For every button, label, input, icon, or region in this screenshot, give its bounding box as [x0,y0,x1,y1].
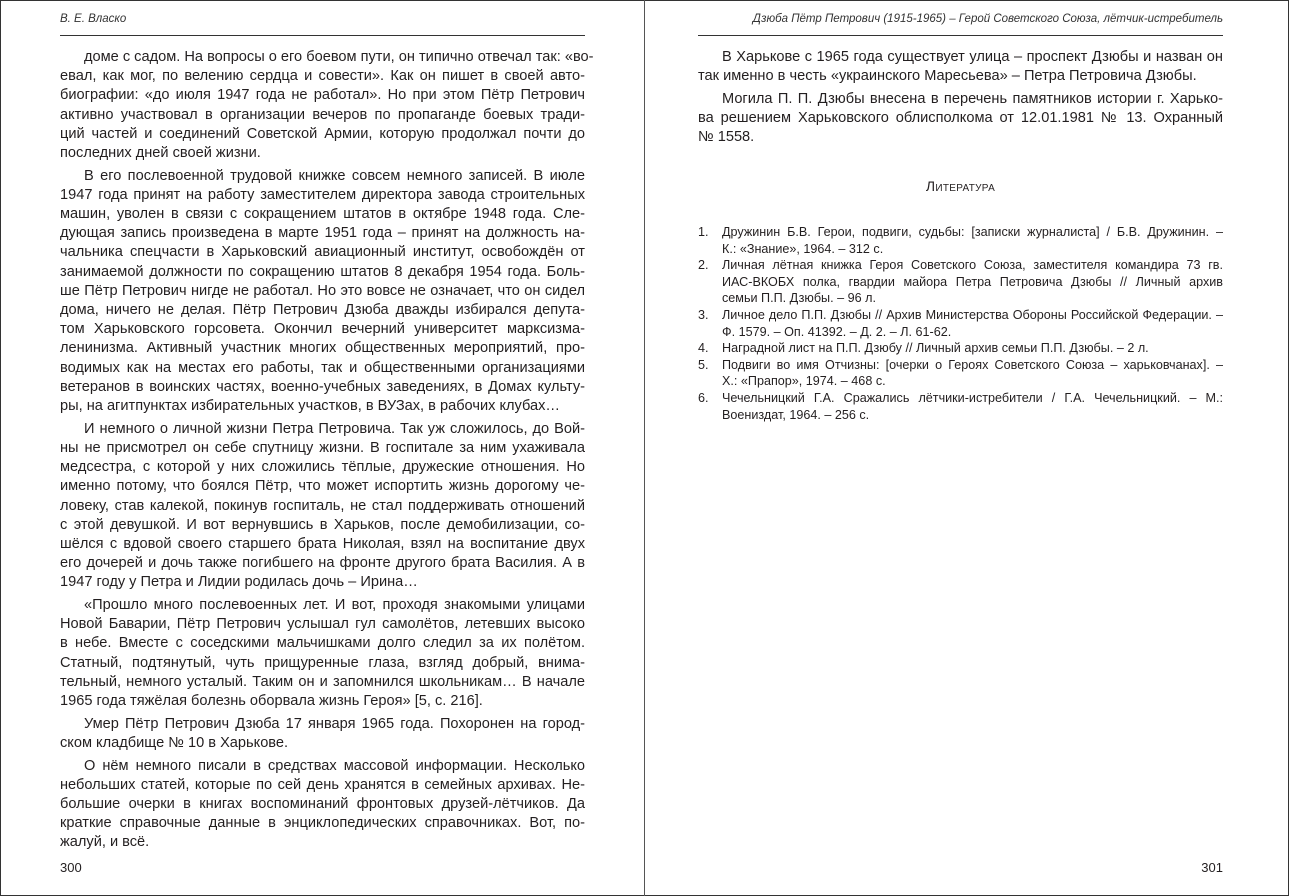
reference-line: Подвиги во имя Отчизны: [очерки о Героях Советского Союза – харьковчанах]. – [722,357,1223,372]
text-line: В его послевоенной трудовой книжке совсем немного записей. В июле [84,167,585,184]
reference-line: семьи П.П. Дзюбы. – 96 л. [722,291,876,306]
paragraph [60,596,585,711]
text-line: шёлся с вдовой своего старшего брата Николая, взял на воспитание двух [60,535,585,552]
text-line: Статный, подтянутый, чуть прищуренные глаза, взгляд добрый, внима- [60,654,585,671]
reference-number: 4. [698,341,709,356]
reference-item [698,340,1223,357]
text-line: с этой девушкой. И вот вернувшись в Харьков, после демобилизации, со- [60,516,585,533]
literature-heading: Литература [925,178,996,194]
reference-number: 2. [698,258,709,273]
right-page [698,0,1223,896]
text-line: доме с садом. На вопросы о его боевом пути, он типично отвечал так: «во- [84,49,594,65]
reference-line: ИАС-ВКОБХ полка, гвардии майора Петра Петровича Дзюбы // Личный архив [722,274,1223,289]
page-number: 301 [1201,860,1223,875]
text-line: 1947 года принят на работу заместителем директора завода строительных [60,186,585,203]
reference-line: Ф. 1579. – Оп. 41392. – Д. 2. – Л. 61-62. [722,324,952,339]
text-line: ше Пётр Петрович нигде не работал. Но это вовсе не означает, что он сидел [60,282,585,299]
reference-line: Воениздат, 1964. – 256 с. [722,407,870,422]
reference-line: Х.: «Прапор», 1974. – 468 с. [722,374,886,389]
text-line: занимаемой должности по сокращению штатов 8 декабря 1954 года. Боль- [60,263,585,280]
reference-line: Наградной лист на П.П. Дзюбу // Личный архив семьи П.П. Дзюбы. – 2 л. [722,341,1149,356]
text-line: его дочерей и дочь также погибшего на фронте другого брата Василия. А в [60,555,585,572]
reference-line: Личная лётная книжка Героя Советского Союза, заместителя командира 73 гв. [722,258,1223,273]
text-line: жалуй, и всё. [60,834,150,851]
reference-number: 6. [698,390,709,405]
reference-item [698,224,1223,257]
page-number: 300 [60,860,82,875]
text-line: так именно в честь «украинского Маресьева» – Петра Петровича Дзюбы. [698,68,1197,85]
paragraph [698,90,1223,148]
reference-item [698,257,1223,307]
text-line: тельный, немного усталый. Таким он и запомнился школьникам… В начале [60,673,585,690]
text-line: ленинизма. Активный участник многих общественных мероприятий, про- [60,340,585,357]
running-head-title: Дзюба Пётр Петрович (1915-1965) – Герой Советского Союза, лётчик-истребитель [752,13,1223,25]
paragraph [60,48,594,163]
text-line: в небе. Вместе с соседскими мальчишками долго следил за их полётом. [60,635,585,652]
text-line: ском кладбище № 10 в Харькове. [60,734,289,751]
text-line: Могила П. П. Дзюбы внесена в перечень памятников истории г. Харько- [722,90,1223,107]
text-line: ны не присмотрел он себе спутницу жизни. В госпитале за ним ухаживала [60,439,585,456]
text-line: ва решением Харьковского облисполкома от 12.01.1981 № 13. Охранный [698,110,1223,127]
text-line: № 1558. [698,129,755,146]
running-head-author: В. Е. Власко [60,13,127,25]
reference-item [698,390,1223,423]
reference-line: К.: «Знание», 1964. – 312 с. [722,241,884,256]
text-line: биографии: «до июля 1947 года не работал». Но при этом Пётр Петрович [60,87,585,104]
text-line: 1965 года тяжёлая болезнь оборвала жизнь Героя» [5, с. 216]. [60,692,483,709]
reference-item [698,357,1223,390]
paragraph [60,757,585,853]
reference-line: Личное дело П.П. Дзюбы // Архив Министерства Обороны Российской Федерации. – [722,307,1223,322]
text-line: И немного о личной жизни Петра Петровича. Так уж сложилось, до Вой- [84,420,585,437]
paragraph [60,715,585,753]
book-spine [644,0,645,896]
text-line: дома, ничего не делая. Пётр Петрович Дзюба дважды избирался депута- [60,302,585,319]
text-line: большие очерки в книгах воспоминаний фронтовых друзей-лётчиков. Да [60,796,585,813]
text-line: именно потому, что боялся Пётр, что может испортить жизнь дорогому че- [60,478,585,495]
text-line: медсестра, с которой у них сложились тёплые, дружеские отношения. Но [60,459,585,476]
text-line: Умер Пётр Петрович Дзюба 17 января 1965 года. Похоронен на город- [84,715,585,732]
text-line: «Прошло много послевоенных лет. И вот, проходя знакомыми улицами [84,597,585,614]
paragraph [698,48,1223,86]
text-line: О нём немного писали в средствах массовой информации. Несколько [84,757,585,774]
text-line: краткие справочные данные в энциклопедических справочниках. Вот, по- [60,815,585,832]
paragraph [60,167,585,416]
right-page-body [698,48,1223,151]
text-line: 1947 году у Петра и Лидии родилась дочь – Ирина… [60,574,418,591]
text-line: том Харьковского горсовета. Окончил вечерний университет марксизма- [60,321,585,338]
text-line: ветеранов в воинских частях, военно-учебных заведениях, в Домах культу- [60,378,585,395]
text-line: ловеку, став калекой, покинув госпиталь, не стал поддерживать отношений [60,497,585,514]
text-line: активно участвовал в организации вечеров по пропаганде боевых тради- [60,106,585,123]
left-page [60,0,594,896]
text-line: водимых как на местах его работы, так и общественными организациями [60,359,585,376]
reference-line: Чечельницкий Г.А. Сражались лётчики-истребители / Г.А. Чечельницкий. – М.: [722,390,1223,405]
text-line: последних дней своей жизни. [60,144,261,161]
paragraph [60,420,585,593]
header-rule [698,35,1223,36]
header-rule [60,35,585,36]
text-line: В Харькове с 1965 года существует улица – проспект Дзюбы и назван он [722,49,1223,65]
text-line: Новой Баварии, Пётр Петрович услышал гул самолётов, летевших высоко [60,616,585,633]
text-line: дующая запись произведена в марте 1951 года – принят на должность на- [60,225,585,242]
reference-item [698,307,1223,340]
text-line: ры, на агитпунктах избирательных участков, в ВУЗах, в рабочих клубах… [60,397,561,414]
text-line: евал, как мог, по велению сердца и совести». Как он пишет в своей авто- [60,68,585,85]
text-line: машин, уволен в связи с сокращением штатов в октябре 1948 года. Сле- [60,206,585,223]
reference-number: 1. [698,225,709,239]
text-line: чальника спецчасти в Харьковский авиационный институт, освобождён от [60,244,585,261]
reference-number: 3. [698,307,709,322]
reference-line: Дружинин Б.В. Герои, подвиги, судьбы: [записки журналиста] / Б.В. Дружинин. – [722,225,1223,239]
reference-number: 5. [698,357,709,372]
text-line: небольших статей, которые по сей день хранятся в семейных архивах. Не- [60,776,585,793]
text-line: ций частей и соединений Советской Армии, которую продолжал почти до [60,125,585,142]
left-page-body [60,48,594,856]
reference-list [698,224,1223,423]
